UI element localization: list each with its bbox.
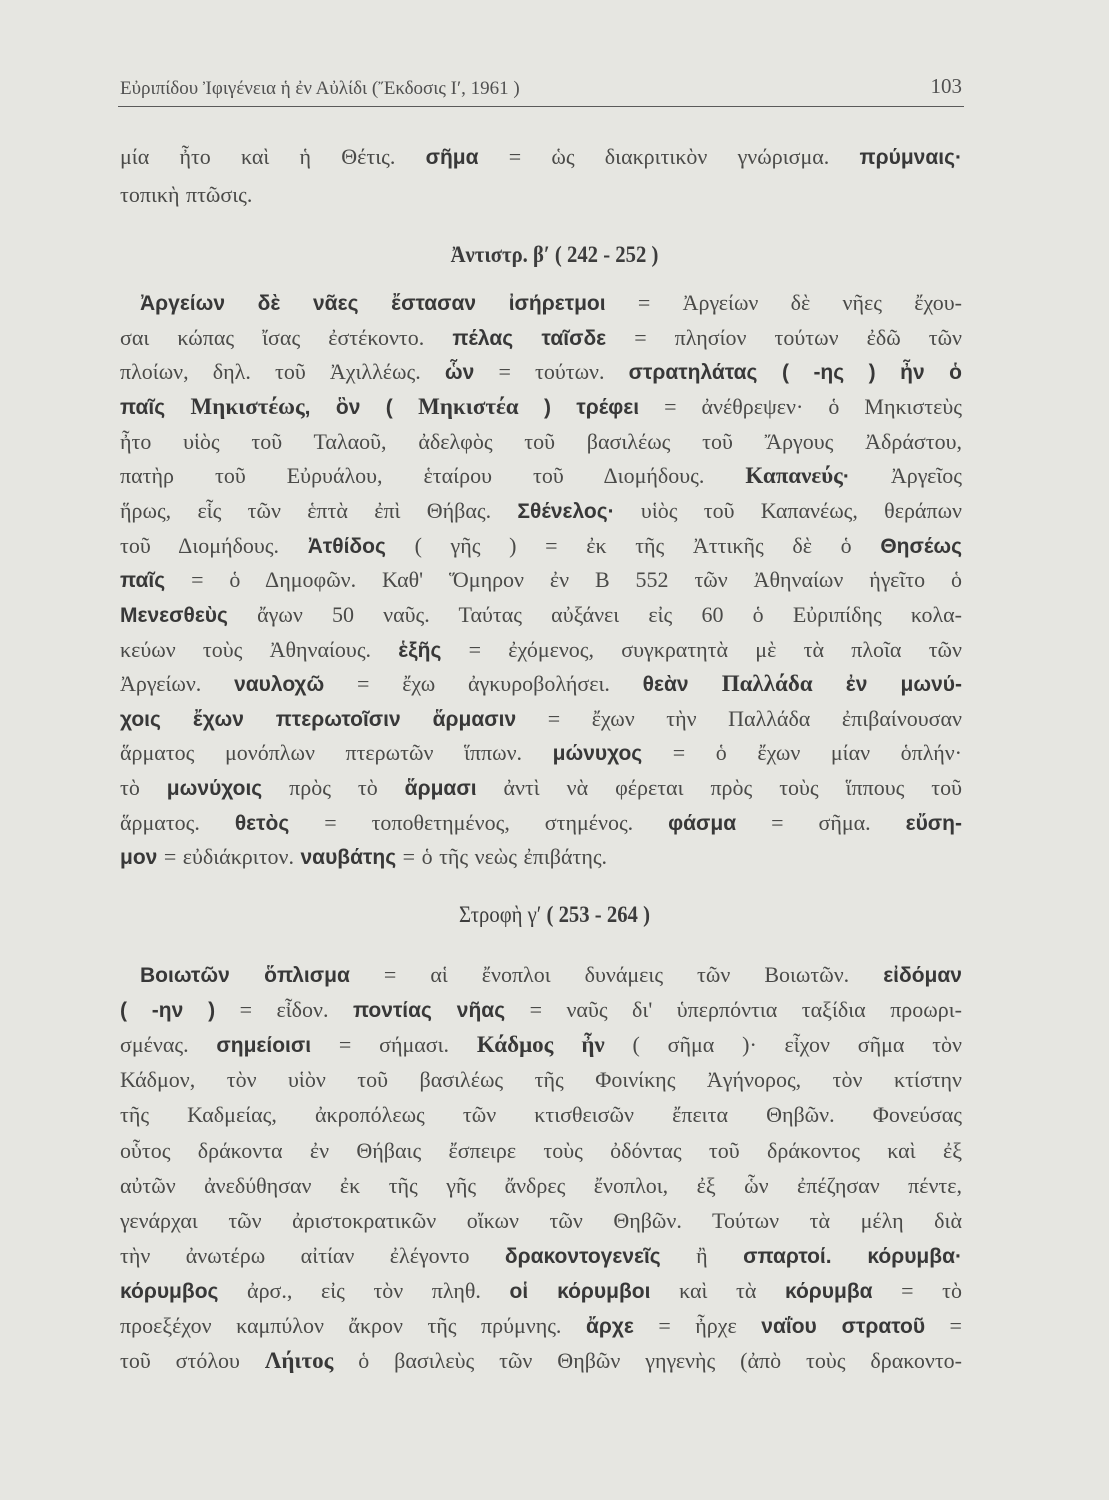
gloss-text: = τοποθετημένος, στημένος.	[289, 809, 669, 835]
section-heading-antistrophe-b	[55, 242, 1053, 268]
lemma-term: μον	[120, 846, 158, 870]
lemma-term: ὧν	[444, 361, 475, 385]
gloss-text: ἦτο υἱὸς τοῦ Ταλαοῦ, ἀδελφὸς τοῦ βασιλέως τοῦ Ἄργους Ἀδράστου,	[120, 428, 962, 454]
text-line	[120, 531, 962, 561]
lemma-term: ἄρχε	[585, 1315, 634, 1338]
lemma-term: σημείοισι	[216, 1034, 312, 1058]
text-line	[120, 1346, 962, 1376]
gloss-text: = εὐδιάκριτον.	[157, 844, 301, 870]
lemma-term: μωνύχοις	[166, 777, 263, 801]
text-line	[120, 600, 962, 630]
gloss-text: = ὡς διακριτικὸν γνώρισμα.	[478, 144, 860, 169]
gloss-text: οὗτος δράκοντα ἐν Θήβαις ἔσπειρε τοὺς ὀδόντας τοῦ δράκοντος καὶ ἐξ	[120, 1137, 962, 1163]
text-line	[120, 1276, 962, 1306]
heading-range: ( 253 - 264 )	[546, 902, 650, 927]
gloss-text: γενάρχαι τῶν ἀριστοκρατικῶν οἴκων τῶν Θηβῶν. Τούτων τὰ μέλη διὰ	[120, 1207, 962, 1233]
text-line	[120, 1065, 962, 1095]
text-line	[120, 1100, 962, 1130]
gloss-text: Ἀργείων.	[120, 671, 235, 697]
text-line	[120, 323, 962, 353]
gloss-text: τοῦ στόλου	[120, 1348, 265, 1374]
gloss-text: ὁ βασιλεὺς τῶν Θηβῶν γηγενὴς (ἀπὸ τοὺς δρακοντο-	[333, 1348, 962, 1374]
text-line	[120, 738, 962, 768]
text-line	[120, 461, 962, 491]
gloss-text: τὸ	[120, 775, 167, 801]
running-title: Εὐριπίδου Ἰφιγένεια ἡ ἐν Αὐλίδι (Ἔκδοσις Ι′, 1961 )	[120, 78, 520, 99]
header-rule	[118, 106, 964, 107]
gloss-text: κεύων τοὺς Ἀθηναίους.	[120, 636, 399, 662]
gloss-text: σμένας.	[120, 1032, 217, 1058]
text-line	[120, 1241, 962, 1271]
lemma-term: κόρυμβα	[784, 1279, 873, 1303]
gloss-text: = ὁ ἔχων μίαν ὁπλήν·	[642, 740, 962, 766]
text-line	[120, 1311, 962, 1341]
lemma-term: Ἀργείων δὲ νᾶες ἔστασαν ἰσήρετμοι	[140, 292, 606, 315]
gloss-text: ἀντὶ νὰ φέρεται πρὸς τοὺς ἵππους τοῦ	[476, 775, 962, 801]
gloss-text: = τούτων.	[474, 359, 629, 385]
text-line	[120, 669, 962, 699]
lemma-term: ἐν μωνύ-	[812, 673, 962, 697]
lemma-term: χοις ἔχων πτερωτοῖσιν ἅρμασιν	[120, 707, 517, 731]
gloss-text: = ἀνέθρεψεν· ὁ Μηκιστεὺς	[639, 393, 962, 419]
heading-label: Στροφὴ γ′	[459, 902, 542, 927]
gloss-text: τοπικὴ πτῶσις.	[120, 182, 253, 207]
lemma-term: Μηκιστέα	[418, 393, 519, 419]
lemma-term: Βοιωτῶν ὅπλισμα	[140, 964, 350, 987]
lemma-term: ναΐου στρατοῦ	[761, 1315, 926, 1338]
lemma-term: Κάδμος ἦν	[476, 1032, 605, 1058]
text-line	[120, 142, 962, 172]
gloss-text: = εἶδον.	[215, 997, 353, 1023]
lemma-term: οἱ κόρυμβοι	[509, 1279, 651, 1303]
lemma-term: πρύμναις·	[859, 146, 962, 169]
lemma-term: παῖς	[120, 395, 191, 419]
lemma-term: Καπανεύς	[745, 463, 843, 489]
gloss-text: = ἐχόμενος, συγκρατητὰ μὲ τὰ πλοῖα τῶν	[441, 636, 962, 662]
text-line	[120, 635, 962, 665]
text-line	[120, 427, 962, 457]
gloss-text: ἄγων 50 ναῦς. Ταύτας αὐξάνει εἰς 60 ὁ Εὐριπίδης κολα-	[227, 601, 962, 627]
lemma-term: εἰδόμαν	[883, 964, 962, 987]
gloss-text: τῆς Καδμείας, ἀκροπόλεως τῶν κτισθεισῶν ἔπειτα Θηβῶν. Φονεύσας	[120, 1102, 962, 1128]
lemma-term: Μενεσθεὺς	[120, 603, 228, 627]
gloss-text: προεξέχον καμπύλον ἄκρον τῆς πρύμνης.	[120, 1313, 586, 1338]
running-header	[120, 74, 962, 104]
text-line	[120, 1206, 962, 1236]
text-line	[140, 960, 962, 990]
lemma-term: Σθένελος·	[517, 499, 615, 523]
gloss-text: πλοίων, δηλ. τοῦ Ἀχιλλέως.	[120, 359, 445, 385]
lemma-term: δρακοντογενεῖς	[504, 1244, 661, 1268]
gloss-text: τοῦ Διομήδους.	[120, 532, 308, 558]
gloss-text: ἀρσ., εἰς τὸν πληθ.	[218, 1277, 510, 1303]
gloss-text: ( γῆς ) = ἐκ τῆς Ἀττικῆς δὲ ὁ	[385, 532, 881, 558]
text-line	[120, 565, 962, 595]
lemma-term: ·	[842, 465, 850, 489]
text-line	[120, 392, 962, 422]
text-line	[120, 357, 962, 387]
gloss-text: = ναῦς δι' ὑπερπόντια ταξίδια προωρι-	[505, 997, 962, 1023]
gloss-text: αὐτῶν ἀνεδύθησαν ἐκ τῆς γῆς ἄνδρες ἔνοπλοι, ἐξ ὧν ἐπέζησαν πέντε,	[120, 1172, 962, 1198]
text-line	[120, 180, 962, 210]
lemma-term: Θησέως	[880, 534, 962, 558]
text-line	[120, 704, 962, 734]
lemma-term: ἑξῆς	[398, 638, 442, 662]
gloss-text: = ἔχω ἀγκυροβολήσει.	[324, 671, 643, 697]
gloss-text: πρὸς τὸ	[262, 775, 405, 801]
gloss-text: πατὴρ τοῦ Εὐρυάλου, ἑταίρου τοῦ Διομήδους.	[120, 463, 746, 489]
gloss-text: καὶ τὰ	[650, 1277, 785, 1303]
gloss-text: = σῆμα.	[736, 809, 906, 835]
text-line	[120, 773, 962, 803]
heading-label: Ἀντιστρ. β′	[450, 242, 550, 267]
lemma-term: κόρυμβος	[120, 1279, 219, 1303]
gloss-text: = τὸ	[872, 1277, 962, 1303]
gloss-text: = αἱ ἔνοπλοι δυνάμεις τῶν Βοιωτῶν.	[349, 962, 884, 987]
text-line	[140, 288, 962, 318]
gloss-text: ἅρματος.	[120, 809, 235, 835]
gloss-text: μία ἦτο καὶ ἡ Θέτις.	[120, 144, 426, 169]
lemma-term: ἅρμασι	[404, 777, 477, 801]
gloss-text: =	[925, 1313, 962, 1338]
lemma-term: σπαρτοί. κόρυμβα·	[743, 1244, 962, 1268]
gloss-text: = ὁ Δημοφῶν. Καθ' Ὅμηρον ἐν Β 552 τῶν Ἀθηναίων ἡγεῖτο ὁ	[165, 567, 962, 593]
gloss-text: = Ἀργείων δὲ νῆες ἔχου-	[605, 290, 962, 315]
text-line	[120, 1030, 962, 1060]
lemma-term: Ἀτθίδος	[307, 534, 386, 558]
gloss-text: τὴν ἀνωτέρω αἰτίαν ἐλέγοντο	[120, 1242, 505, 1268]
lemma-term: φάσμα	[668, 811, 737, 835]
lemma-term: παῖς	[120, 569, 166, 593]
section-heading-strophe-g	[55, 902, 1053, 928]
gloss-text: = σήμασι.	[311, 1032, 477, 1058]
gloss-text: ἢ	[660, 1242, 744, 1268]
lemma-term: , ὃν (	[304, 395, 419, 419]
lemma-term: ναυλοχῶ	[234, 673, 325, 697]
lemma-term: σῆμα	[425, 146, 479, 169]
gloss-text: Ἀργεῖος	[849, 463, 962, 489]
gloss-text: ἅρματος μονόπλων πτερωτῶν ἵππων.	[120, 740, 553, 766]
heading-range: ( 242 - 252 )	[554, 242, 659, 267]
gloss-text: = πλησίον τούτων ἐδῶ τῶν	[606, 324, 962, 350]
lemma-term: θεὰν	[642, 673, 722, 697]
lemma-term: θετὸς	[234, 811, 290, 835]
gloss-text: = ἔχων τὴν Παλλάδα ἐπιβαίνουσαν	[516, 705, 962, 731]
lemma-term: εὔση-	[905, 811, 962, 835]
text-line	[120, 995, 962, 1025]
gloss-text: = ὁ τῆς νεὼς ἐπιβάτης.	[396, 844, 608, 870]
gloss-text: ἥρως, εἷς τῶν ἑπτὰ ἐπὶ Θήβας.	[120, 497, 518, 523]
lemma-term: Λήιτος	[264, 1348, 334, 1374]
lemma-term: στρατηλάτας ( -ης ) ἦν ὁ	[628, 361, 962, 385]
lemma-term: ποντίας νῆας	[352, 999, 506, 1023]
gloss-text: ( σῆμα )· εἶχον σῆμα τὸν	[604, 1032, 962, 1058]
gloss-text: = ἦρχε	[633, 1313, 762, 1338]
lemma-term: ναυβάτης	[300, 846, 397, 870]
text-line	[120, 842, 962, 872]
lemma-term: ( -ην )	[120, 999, 216, 1023]
page-number: 103	[930, 74, 962, 98]
lemma-term: Παλλάδα	[721, 671, 813, 697]
text-line	[120, 808, 962, 838]
lemma-term: μώνυχος	[552, 742, 643, 766]
lemma-term: ) τρέφει	[518, 395, 640, 419]
text-line	[120, 1136, 962, 1166]
text-line	[120, 496, 962, 526]
gloss-text: υἱὸς τοῦ Καπανέως, θεράπων	[614, 497, 962, 523]
lemma-term: πέλας ταῖσδε	[452, 326, 607, 350]
gloss-text: Κάδμον, τὸν υἱὸν τοῦ βασιλέως τῆς Φοινίκης Ἀγήνορος, τὸν κτίστην	[120, 1067, 962, 1093]
gloss-text: σαι κώπας ἴσας ἐστέκοντο.	[120, 324, 453, 350]
lemma-term: Μηκιστέως	[190, 393, 305, 419]
text-line	[120, 1171, 962, 1201]
